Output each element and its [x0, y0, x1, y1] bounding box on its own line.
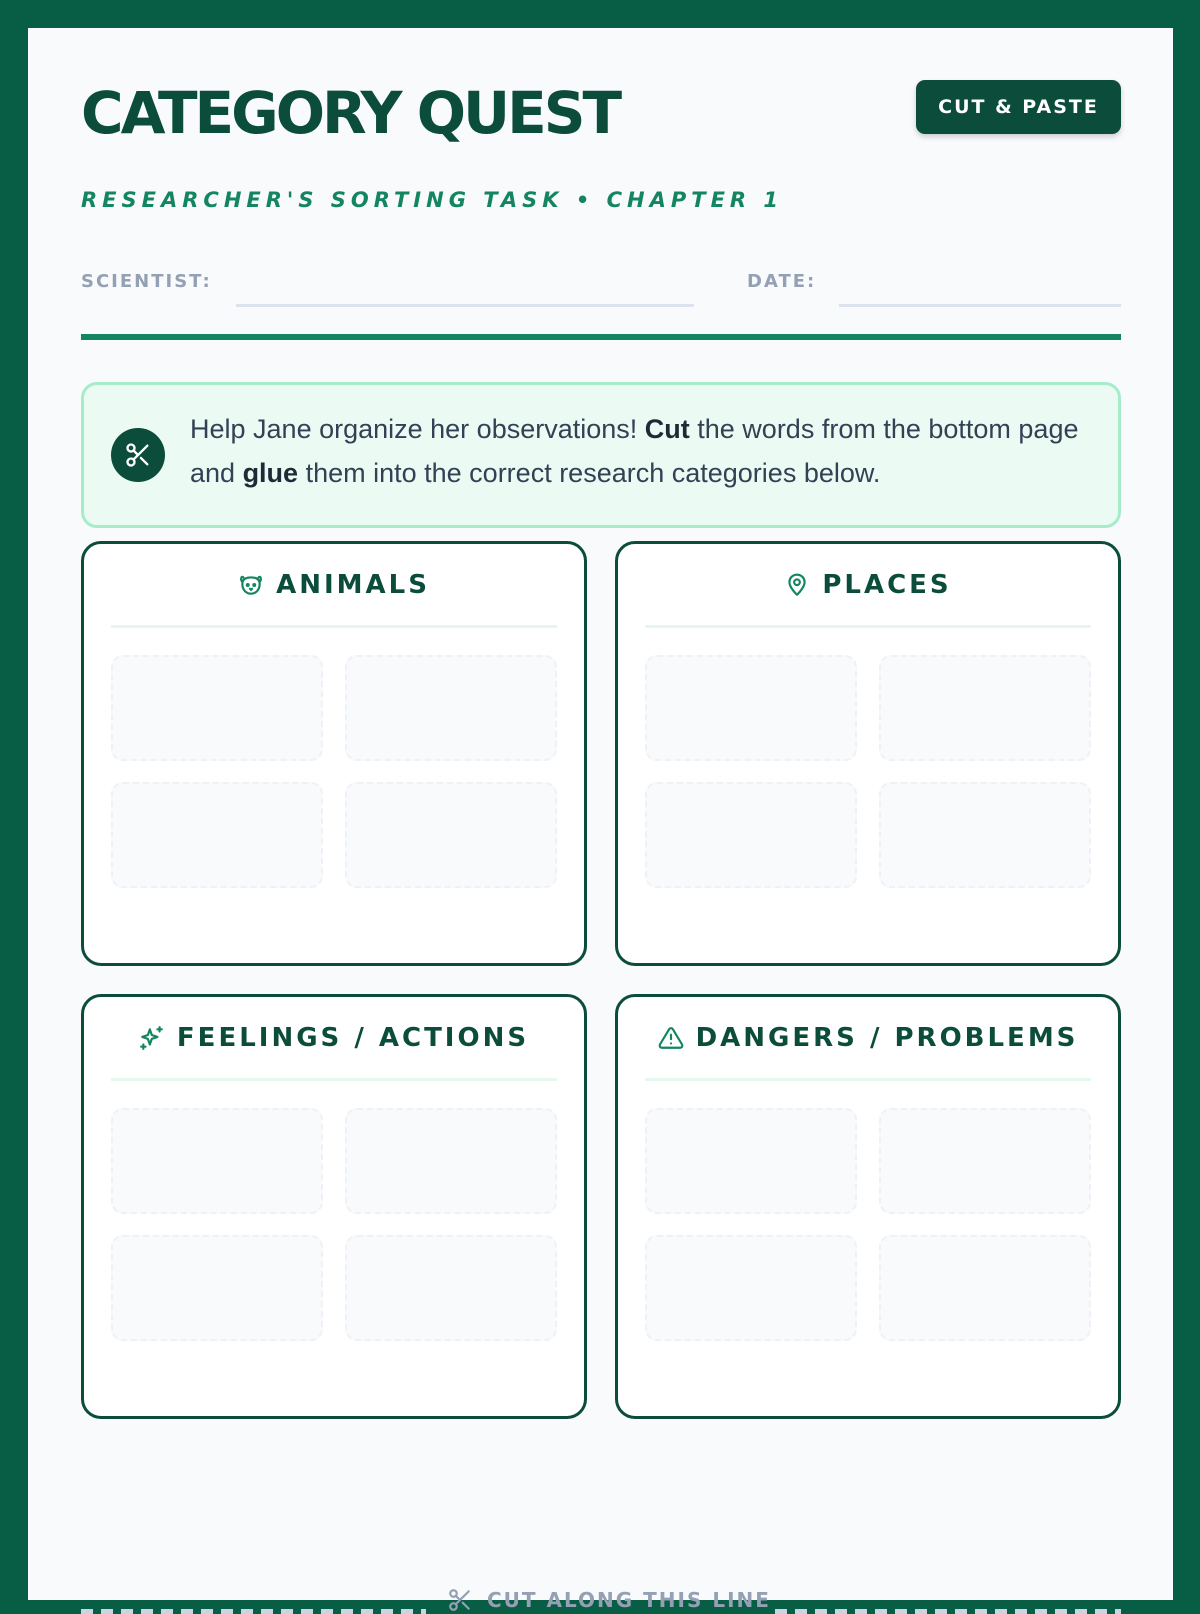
- instructions-part-2: the words from the bottom page and: [190, 414, 1079, 488]
- cut-dashes-right: [775, 1609, 1121, 1614]
- paste-slot[interactable]: [645, 782, 857, 888]
- category-card-places: [615, 541, 1121, 966]
- category-title: FEELINGS / ACTIONS: [176, 1022, 530, 1053]
- category-title: ANIMALS: [276, 569, 430, 600]
- page-subtitle: RESEARCHER'S SORTING TASK • CHAPTER 1: [81, 188, 784, 212]
- paste-slot[interactable]: [111, 655, 323, 761]
- paste-slot[interactable]: [879, 782, 1091, 888]
- paste-slot[interactable]: [645, 1108, 857, 1214]
- paste-slot[interactable]: [645, 655, 857, 761]
- category-card-dangers-problems: [615, 994, 1121, 1419]
- page-title: CATEGORY QUEST: [81, 79, 620, 147]
- paste-slot[interactable]: [645, 1235, 857, 1341]
- paste-slot[interactable]: [111, 1108, 323, 1214]
- cut-paste-badge: CUT & PASTE: [916, 80, 1121, 134]
- instructions-glue-word: glue: [242, 458, 299, 488]
- instructions-part-3: them into the correct research categories below.: [298, 458, 881, 488]
- paw-icon: [238, 572, 264, 598]
- scientist-label: SCIENTIST:: [81, 271, 212, 292]
- date-field[interactable]: [839, 304, 1121, 307]
- cut-line-label: [447, 1587, 771, 1613]
- paste-slot[interactable]: [111, 782, 323, 888]
- paste-slot[interactable]: [879, 1108, 1091, 1214]
- paste-slot[interactable]: [879, 655, 1091, 761]
- category-header: [645, 997, 1091, 1081]
- date-label: DATE:: [747, 271, 817, 292]
- sparkles-icon: [139, 1025, 165, 1051]
- instructions-box: [81, 382, 1121, 528]
- category-header: [111, 997, 557, 1081]
- paste-slot[interactable]: [345, 1235, 557, 1341]
- category-header: [645, 544, 1091, 628]
- scissors-icon: [111, 428, 165, 482]
- category-card-animals: [81, 541, 587, 966]
- header-divider: [81, 334, 1121, 340]
- category-title: DANGERS / PROBLEMS: [695, 1022, 1079, 1053]
- instructions-part-1: Help Jane organize her observations!: [190, 414, 645, 444]
- instructions-text: [190, 407, 1100, 495]
- paste-slot[interactable]: [345, 655, 557, 761]
- cut-line-text: CUT ALONG THIS LINE: [487, 1588, 771, 1612]
- scissors-icon: [447, 1587, 473, 1613]
- map-pin-icon: [784, 572, 810, 598]
- cut-line: [81, 1581, 1121, 1611]
- scientist-field[interactable]: [236, 304, 694, 307]
- paste-slot[interactable]: [879, 1235, 1091, 1341]
- worksheet-page: [28, 28, 1173, 1612]
- warning-triangle-icon: [658, 1025, 684, 1051]
- category-header: [111, 544, 557, 628]
- instructions-cut-word: Cut: [644, 414, 690, 444]
- category-title: PLACES: [822, 569, 952, 600]
- cut-dashes-left: [81, 1609, 426, 1614]
- paste-slot[interactable]: [111, 1235, 323, 1341]
- paste-slot[interactable]: [345, 1108, 557, 1214]
- category-card-feelings-actions: [81, 994, 587, 1419]
- paste-slot[interactable]: [345, 782, 557, 888]
